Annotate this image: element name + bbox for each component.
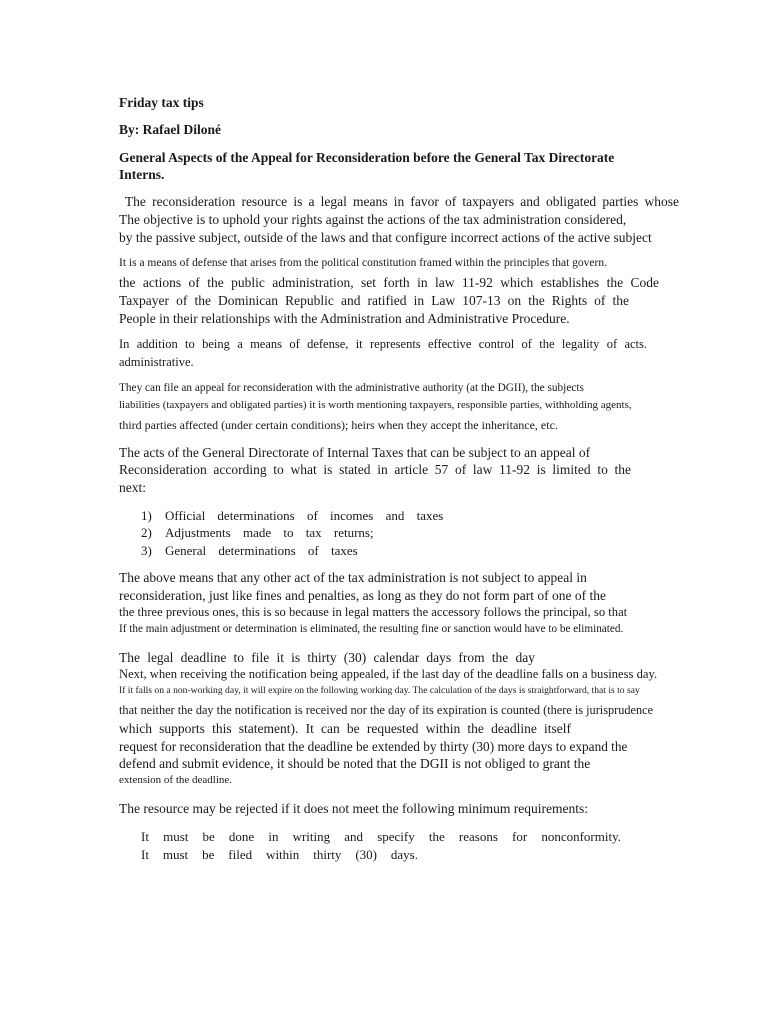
- paragraph-line: If it falls on a non-working day, it will expire on the following working day. The calculation of the days is straightforward, that is to say: [119, 685, 640, 696]
- paragraph-line: the actions of the public administration, set forth in law 11-92 which establishes the Code: [119, 275, 659, 290]
- paragraph-line: If the main adjustment or determination is eliminated, the resulting fine or sanction would have to be eliminated.: [119, 623, 624, 635]
- paragraph-line: People in their relationships with the Administration and Administrative Procedure.: [119, 311, 570, 326]
- document-title: Friday tax tips: [119, 95, 204, 110]
- paragraph-line: request for reconsideration that the deadline be extended by thirty (30) more days to expand the: [119, 739, 628, 754]
- paragraph-line: the three previous ones, this is so because in legal matters the accessory follows the principal, so that: [119, 605, 628, 619]
- paragraph-line: The objective is to uphold your rights against the actions of the tax administration considered,: [119, 212, 627, 227]
- requirement-item: It must be done in writing and specify the reasons for nonconformity.: [141, 829, 621, 844]
- list-number: 2): [141, 525, 152, 540]
- paragraph-line: The above means that any other act of the tax administration is not subject to appeal in: [119, 570, 587, 585]
- paragraph-line: Taxpayer of the Dominican Republic and ratified in Law 107-13 on the Rights of the: [119, 293, 629, 308]
- paragraph-line: reconsideration, just like fines and penalties, as long as they do not form part of one of the: [119, 588, 606, 603]
- section-heading: General Aspects of the Appeal for Reconsideration before the General Tax Directorate: [119, 150, 615, 165]
- paragraph-line: Next, when receiving the notification being appealed, if the last day of the deadline falls on a business day.: [119, 667, 658, 681]
- paragraph-line: extension of the deadline.: [119, 774, 233, 786]
- paragraph-line: by the passive subject, outside of the laws and that configure incorrect actions of the active subject: [119, 230, 652, 245]
- paragraph-line: administrative.: [119, 355, 194, 369]
- paragraph-line: It is a means of defense that arises from the political constitution framed within the principles that govern.: [119, 257, 607, 269]
- list-number: 1): [141, 508, 152, 523]
- paragraph-line: which supports this statement). It can be requested within the deadline itself: [119, 721, 571, 736]
- paragraph-line: In addition to being a means of defense, it represents effective control of the legality of acts.: [119, 337, 647, 351]
- paragraph-line: The legal deadline to file it is thirty (30) calendar days from the day: [119, 650, 535, 665]
- paragraph-line: Reconsideration according to what is stated in article 57 of law 11-92 is limited to the: [119, 462, 631, 477]
- paragraph-line: liabilities (taxpayers and obligated parties) it is worth mentioning taxpayers, responsible parties, withholding agents,: [119, 399, 632, 411]
- list-item: [141, 509, 443, 522]
- paragraph-line: that neither the day the notification is received nor the day of its expiration is counted (there is jurisprudence: [119, 703, 654, 717]
- paragraph-line: The acts of the General Directorate of Internal Taxes that can be subject to an appeal of: [119, 445, 591, 460]
- paragraph-line: The reconsideration resource is a legal means in favor of taxpayers and obligated parties whose: [119, 194, 679, 209]
- list-text: Adjustments made to tax returns;: [165, 525, 374, 540]
- requirement-item: It must be filed within thirty (30) days.: [141, 847, 418, 862]
- list-item: [141, 544, 358, 557]
- paragraph-line: third parties affected (under certain conditions); heirs when they accept the inheritance, etc.: [119, 418, 558, 432]
- paragraph-line: They can file an appeal for reconsideration with the administrative authority (at the DGII), the subjects: [119, 382, 584, 394]
- paragraph-line: defend and submit evidence, it should be noted that the DGII is not obliged to grant the: [119, 756, 591, 771]
- paragraph-line: The resource may be rejected if it does not meet the following minimum requirements:: [119, 801, 588, 816]
- list-text: Official determinations of incomes and taxes: [165, 508, 444, 523]
- list-item: [141, 526, 374, 539]
- section-heading-cont: Interns.: [119, 167, 165, 182]
- list-text: General determinations of taxes: [165, 543, 358, 558]
- paragraph-line: next:: [119, 480, 146, 495]
- list-number: 3): [141, 543, 152, 558]
- document-author: By: Rafael Diloné: [119, 122, 221, 137]
